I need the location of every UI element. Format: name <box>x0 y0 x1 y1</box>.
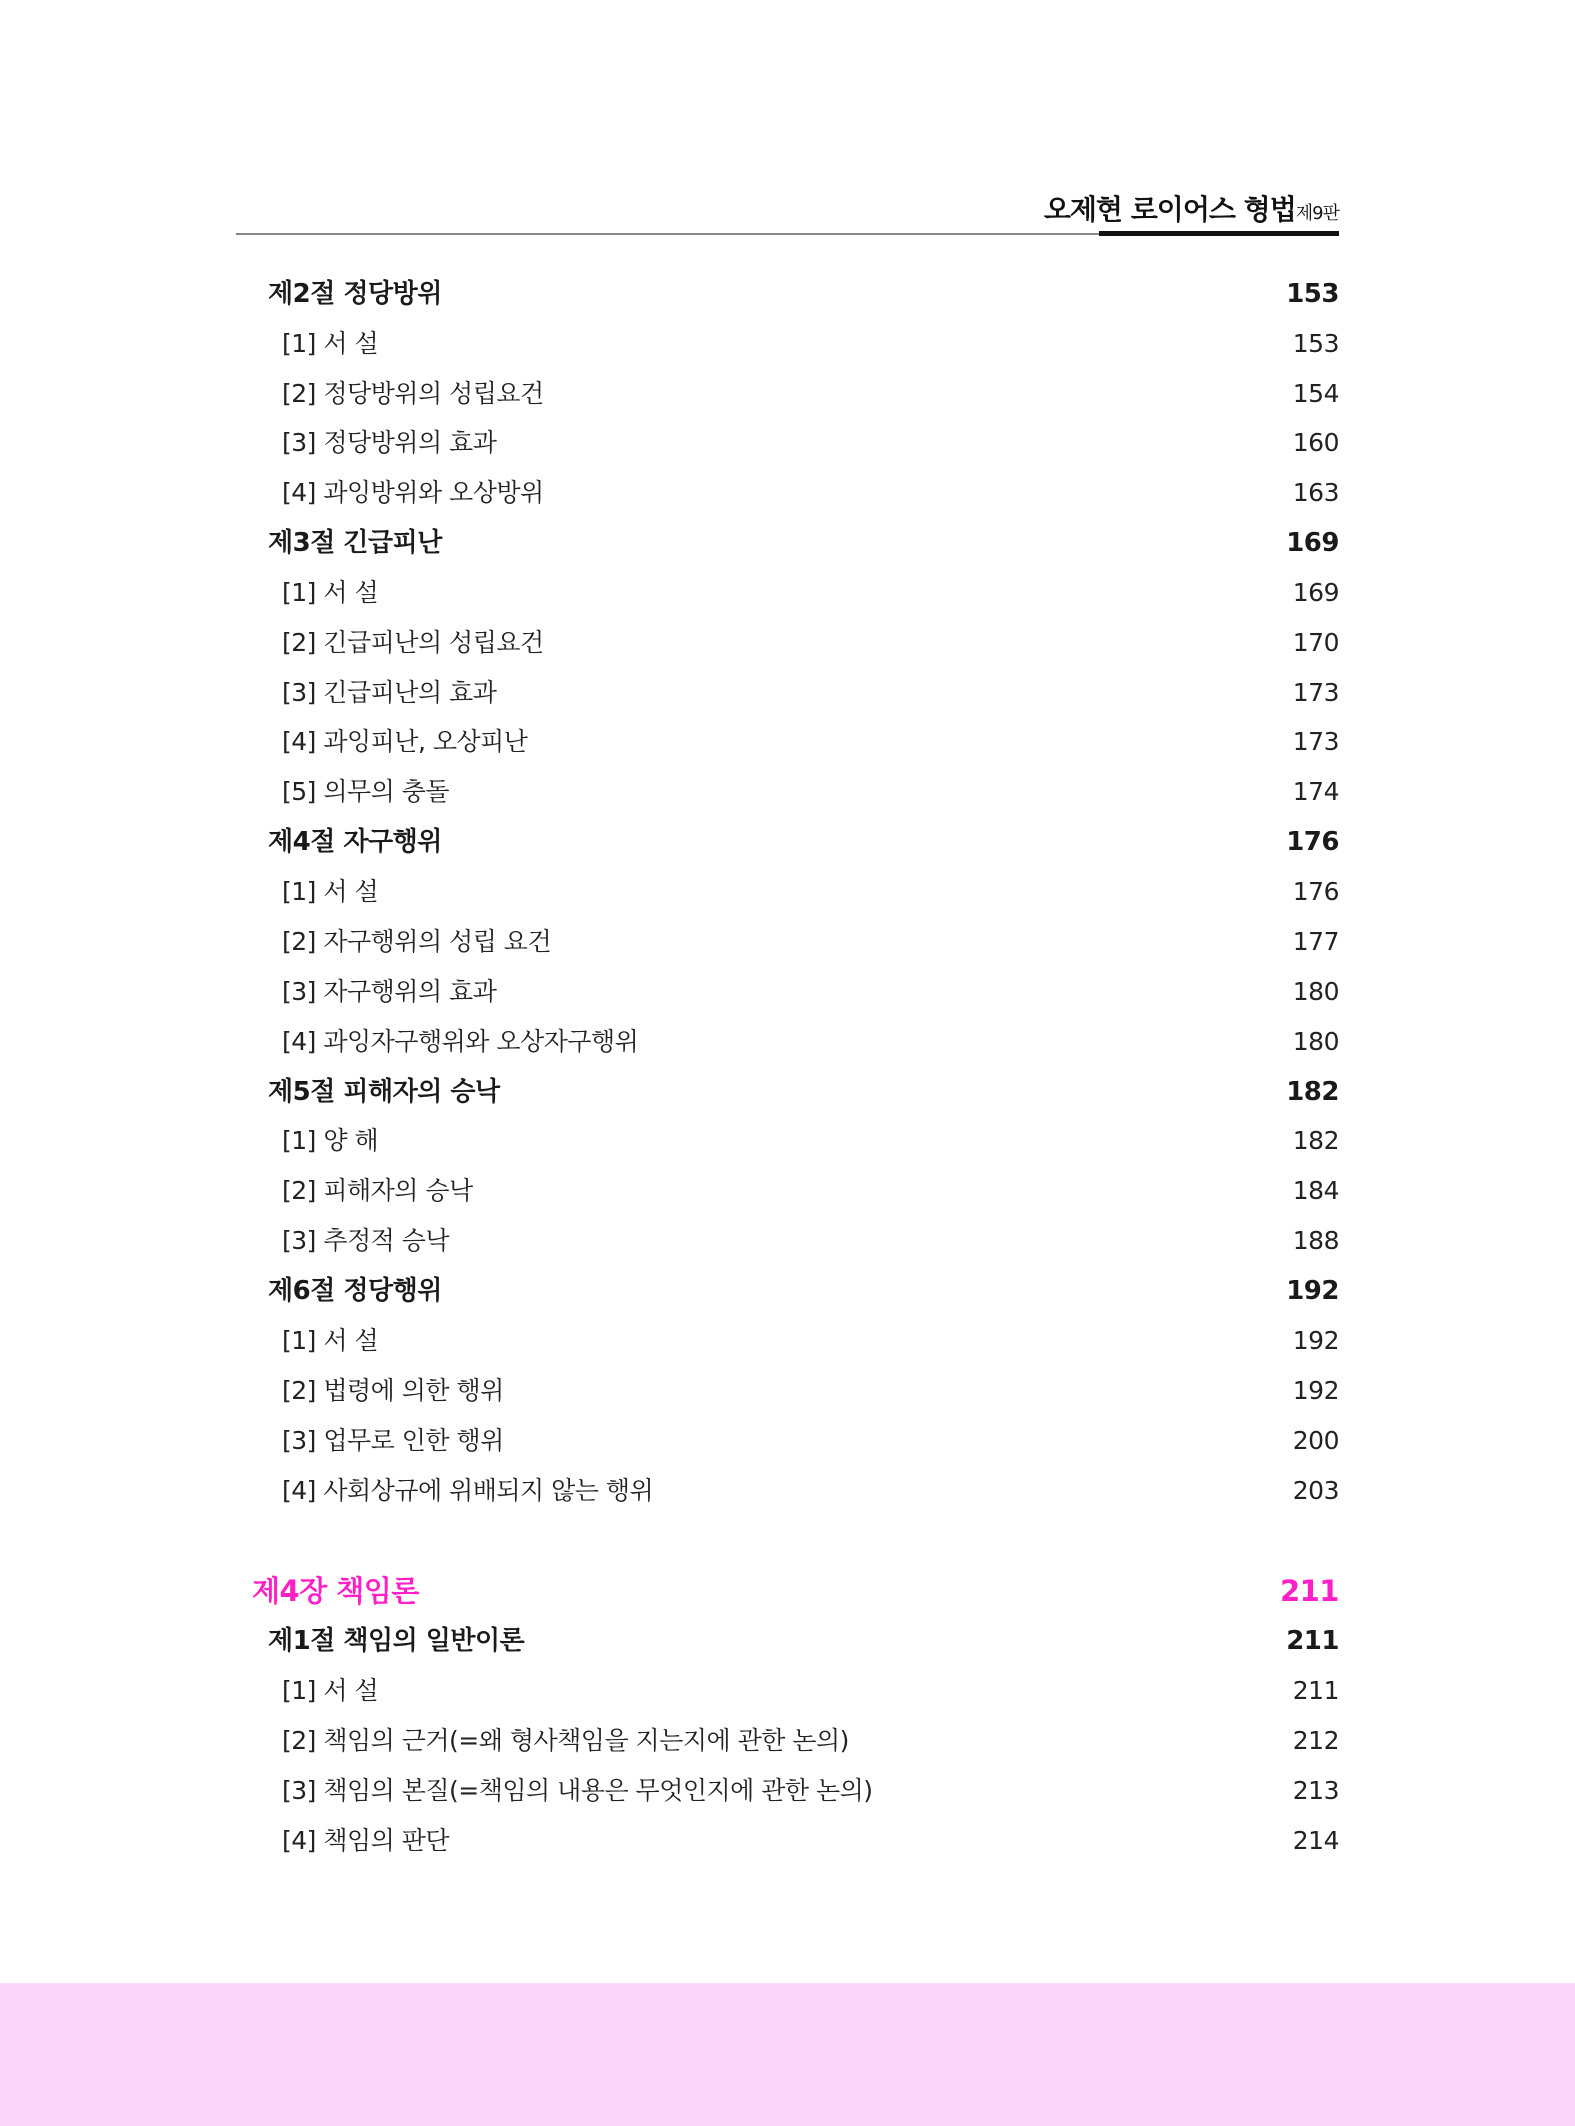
toc-page-number: 154 <box>1292 379 1339 408</box>
toc-entry-label: [5] 의무의 충돌 <box>282 777 450 806</box>
toc-entry-label: [3] 업무로 인한 행위 <box>282 1426 504 1455</box>
toc-item-row[interactable] <box>0 1022 1575 1062</box>
toc-page-number: 173 <box>1292 678 1339 707</box>
toc-page-number: 214 <box>1292 1826 1339 1855</box>
toc-page-number: 192 <box>1292 1376 1339 1405</box>
book-edition: 제9판 <box>1295 203 1339 224</box>
toc-item-row[interactable] <box>0 1171 1575 1211</box>
toc-entry-label: [2] 긴급피난의 성립요건 <box>282 628 544 657</box>
toc-item-row[interactable] <box>0 324 1575 364</box>
toc-item-row[interactable] <box>0 623 1575 663</box>
toc-item-row[interactable] <box>0 1321 1575 1361</box>
toc-item-row[interactable] <box>0 872 1575 912</box>
toc-item-row[interactable] <box>0 473 1575 513</box>
toc-item-row[interactable] <box>0 1421 1575 1461</box>
toc-page-number: 192 <box>1292 1326 1339 1355</box>
toc-page-number: 160 <box>1292 428 1339 457</box>
toc-item-row[interactable] <box>0 1771 1575 1811</box>
toc-page-number: 176 <box>1286 827 1339 857</box>
toc-entry-label: [3] 책임의 본질(=책임의 내용은 무엇인지에 관한 논의) <box>282 1776 873 1805</box>
toc-page-number: 188 <box>1292 1226 1339 1255</box>
toc-section-row[interactable] <box>0 274 1575 314</box>
toc-entry-label: [1] 양 해 <box>282 1126 379 1155</box>
toc-entry-label: 제6절 정당행위 <box>268 1276 442 1306</box>
toc-item-row[interactable] <box>0 573 1575 613</box>
toc-item-row[interactable] <box>0 722 1575 762</box>
toc-page-number: 177 <box>1292 927 1339 956</box>
toc-page-number: 211 <box>1279 1574 1339 1608</box>
toc-item-row[interactable] <box>0 972 1575 1012</box>
toc-page-number: 173 <box>1292 727 1339 756</box>
toc-page-number: 169 <box>1286 528 1339 558</box>
toc-item-row[interactable] <box>0 772 1575 812</box>
toc-page-number: 180 <box>1292 977 1339 1006</box>
book-header-title <box>1044 188 1339 228</box>
toc-entry-label: [1] 서 설 <box>282 1676 379 1705</box>
toc-page-number: 203 <box>1292 1476 1339 1505</box>
toc-item-row[interactable] <box>0 1821 1575 1861</box>
toc-entry-label: [4] 책임의 판단 <box>282 1826 450 1855</box>
toc-page-number: 211 <box>1286 1626 1339 1656</box>
toc-item-row[interactable] <box>0 1371 1575 1411</box>
toc-page-number: 170 <box>1292 628 1339 657</box>
toc-page-number: 192 <box>1286 1276 1339 1306</box>
toc-page-number: 174 <box>1292 777 1339 806</box>
toc-page-number: 180 <box>1292 1027 1339 1056</box>
toc-chapter-row[interactable] <box>0 1571 1575 1611</box>
book-title: 오제현 로이어스 형법 <box>1043 193 1296 226</box>
toc-section-row[interactable] <box>0 1621 1575 1661</box>
toc-page-number: 169 <box>1292 578 1339 607</box>
toc-page-number: 200 <box>1292 1426 1339 1455</box>
toc-page-number: 212 <box>1292 1726 1339 1755</box>
toc-entry-label: [4] 과잉피난, 오상피난 <box>282 727 528 756</box>
toc-entry-label: [2] 정당방위의 성립요건 <box>282 379 544 408</box>
toc-entry-label: [2] 피해자의 승낙 <box>282 1176 473 1205</box>
toc-page-number: 213 <box>1292 1776 1339 1805</box>
toc-entry-label: 제4장 책임론 <box>252 1574 419 1608</box>
toc-entry-label: [2] 법령에 의한 행위 <box>282 1376 504 1405</box>
toc-item-row[interactable] <box>0 922 1575 962</box>
toc-item-row[interactable] <box>0 1221 1575 1261</box>
toc-entry-label: 제1절 책임의 일반이론 <box>268 1626 525 1656</box>
toc-page-number: 211 <box>1292 1676 1339 1705</box>
toc-entry-label: [1] 서 설 <box>282 329 379 358</box>
toc-section-row[interactable] <box>0 822 1575 862</box>
header-divider-accent <box>1099 231 1339 236</box>
toc-page-number: 153 <box>1292 329 1339 358</box>
toc-entry-label: [4] 과잉방위와 오상방위 <box>282 478 544 507</box>
toc-item-row[interactable] <box>0 1471 1575 1511</box>
toc-item-row[interactable] <box>0 1121 1575 1161</box>
toc-entry-label: 제5절 피해자의 승낙 <box>268 1077 500 1107</box>
toc-item-row[interactable] <box>0 1721 1575 1761</box>
toc-entry-label: [1] 서 설 <box>282 877 379 906</box>
toc-item-row[interactable] <box>0 673 1575 713</box>
toc-entry-label: [3] 자구행위의 효과 <box>282 977 497 1006</box>
toc-page-number: 184 <box>1292 1176 1339 1205</box>
toc-entry-label: [2] 책임의 근거(=왜 형사책임을 지는지에 관한 논의) <box>282 1726 849 1755</box>
bottom-color-band <box>0 1983 1575 2126</box>
toc-entry-label: 제2절 정당방위 <box>268 279 442 309</box>
toc-entry-label: [2] 자구행위의 성립 요건 <box>282 927 552 956</box>
toc-item-row[interactable] <box>0 374 1575 414</box>
toc-item-row[interactable] <box>0 423 1575 463</box>
toc-page-number: 182 <box>1286 1077 1339 1107</box>
toc-entry-label: 제4절 자구행위 <box>268 827 442 857</box>
toc-entry-label: [3] 긴급피난의 효과 <box>282 678 497 707</box>
toc-entry-label: [4] 과잉자구행위와 오상자구행위 <box>282 1027 639 1056</box>
toc-page-number: 176 <box>1292 877 1339 906</box>
toc-item-row[interactable] <box>0 1671 1575 1711</box>
toc-entry-label: 제3절 긴급피난 <box>268 528 442 558</box>
toc-section-row[interactable] <box>0 523 1575 563</box>
toc-entry-label: [3] 추정적 승낙 <box>282 1226 450 1255</box>
toc-section-row[interactable] <box>0 1271 1575 1311</box>
toc-page-number: 163 <box>1292 478 1339 507</box>
toc-section-row[interactable] <box>0 1072 1575 1112</box>
toc-entry-label: [1] 서 설 <box>282 1326 379 1355</box>
toc-entry-label: [1] 서 설 <box>282 578 379 607</box>
toc-entry-label: [3] 정당방위의 효과 <box>282 428 497 457</box>
toc-page-number: 153 <box>1286 279 1339 309</box>
toc-page-number: 182 <box>1292 1126 1339 1155</box>
toc-entry-label: [4] 사회상규에 위배되지 않는 행위 <box>282 1476 654 1505</box>
